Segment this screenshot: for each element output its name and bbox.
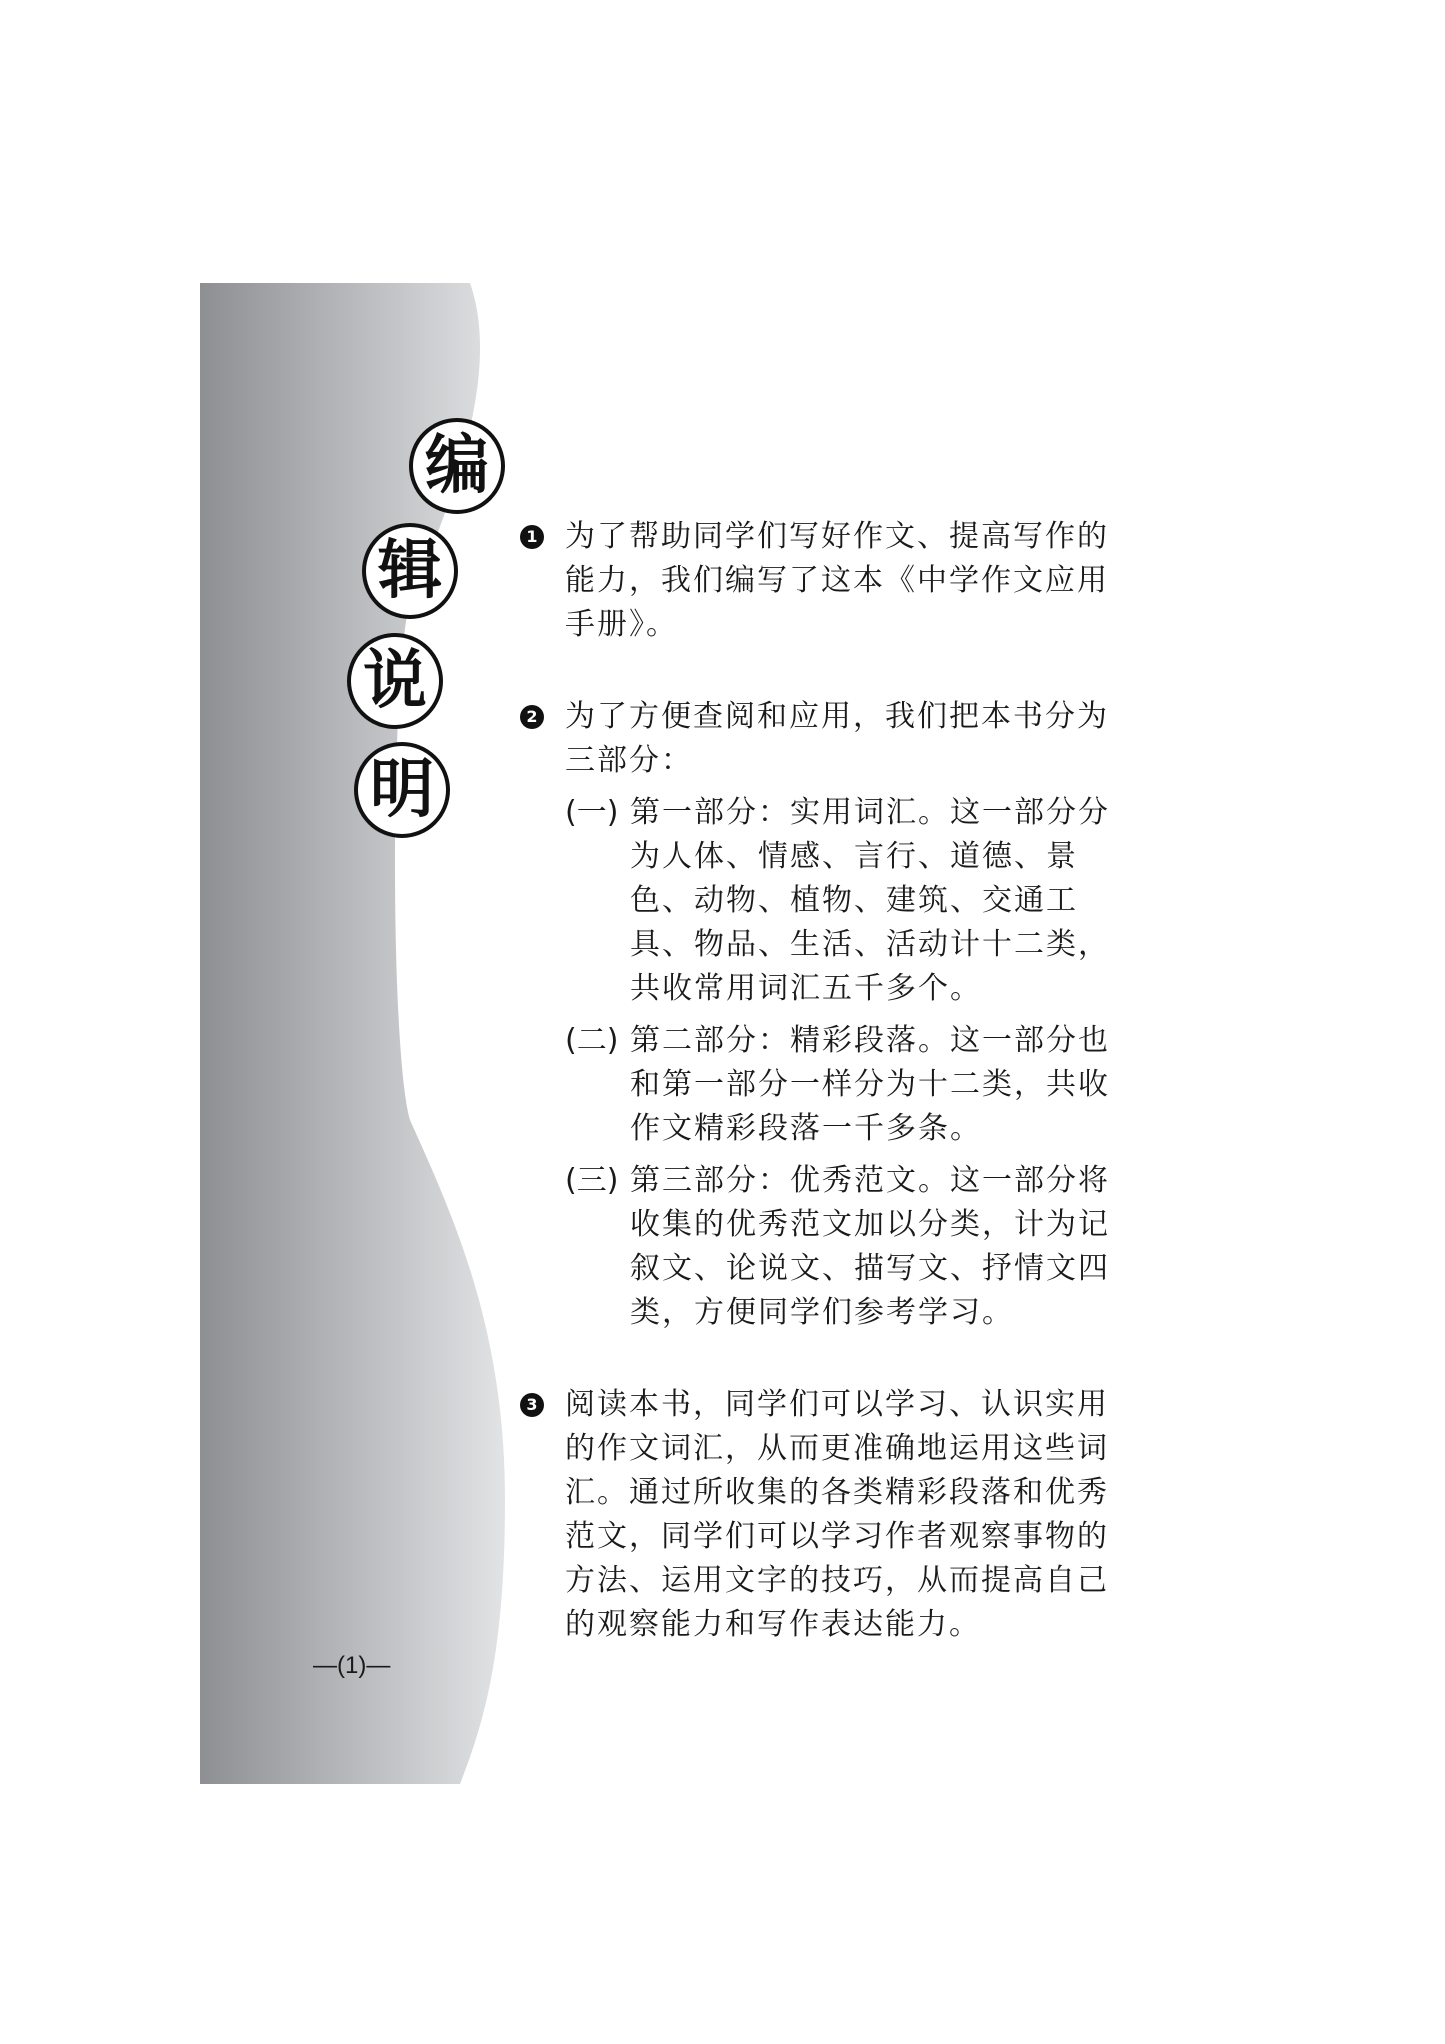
sub-item-1 — [565, 791, 1140, 1011]
note-item-3 — [520, 1383, 1140, 1647]
title-char-3: 说 — [347, 633, 443, 729]
title-char-1: 编 — [409, 418, 505, 514]
sub-item-2 — [565, 1019, 1140, 1151]
sub-item-label: (三) — [565, 1163, 619, 1198]
title-char-2: 辑 — [362, 523, 458, 619]
title-char-4: 明 — [354, 742, 450, 838]
sub-item-text: 第一部分：实用词汇。这一部分分为人体、情感、言行、道德、景色、动物、植物、建筑、交通工具、物品、生活、活动计十二类，共收常用词汇五千多个。 — [630, 795, 1110, 1006]
note-text: 为了帮助同学们写好作文、提高写作的能力，我们编写了这本《中学作文应用手册》。 — [565, 519, 1109, 642]
editorial-notes — [520, 515, 1140, 1695]
sub-item-text: 第三部分：优秀范文。这一部分将收集的优秀范文加以分类，计为记叙文、论说文、描写文、抒情文四类，方便同学们参考学习。 — [630, 1163, 1110, 1330]
item-number-badge: 1 — [520, 525, 544, 549]
page-number: —(1)— — [313, 1652, 391, 1679]
sub-item-label: (一) — [565, 795, 619, 830]
note-text: 为了方便查阅和应用，我们把本书分为三部分： — [565, 699, 1109, 778]
sub-item-text: 第二部分：精彩段落。这一部分也和第一部分一样分为十二类，共收作文精彩段落一千多条。 — [630, 1023, 1110, 1146]
sub-item-3 — [565, 1159, 1140, 1335]
item-number-badge: 2 — [520, 705, 544, 729]
item-number-badge: 3 — [520, 1393, 544, 1417]
note-item-1 — [520, 515, 1140, 647]
note-item-2 — [520, 695, 1140, 1335]
sub-item-label: (二) — [565, 1023, 619, 1058]
note-text: 阅读本书，同学们可以学习、认识实用的作文词汇，从而更准确地运用这些词汇。通过所收集的各类精彩段落和优秀范文，同学们可以学习作者观察事物的方法、运用文字的技巧，从而提高自己的观察能力和写作表达能力。 — [565, 1387, 1109, 1642]
